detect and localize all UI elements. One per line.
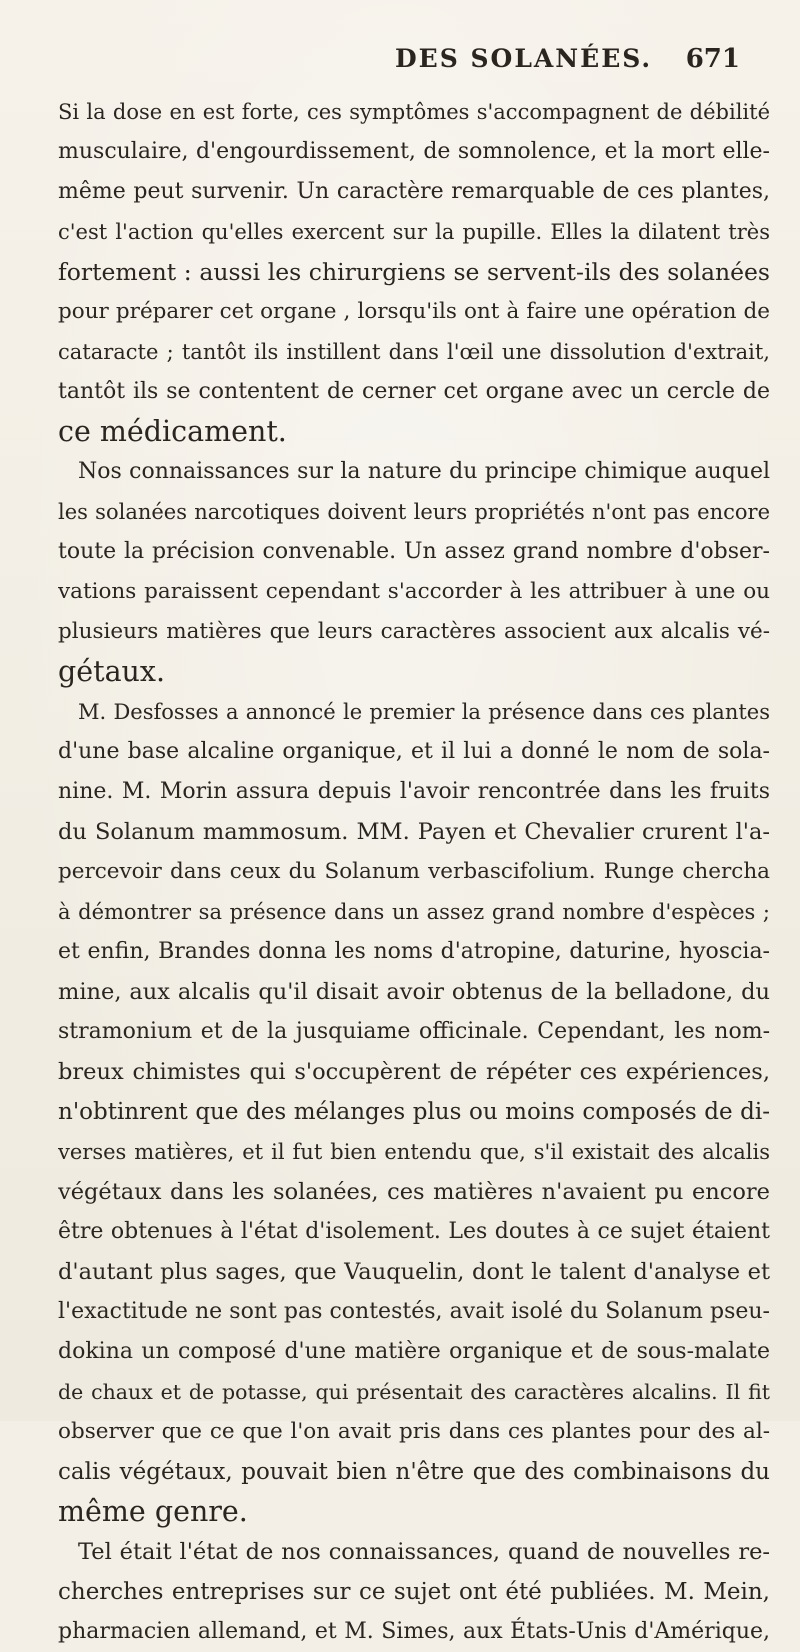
text-line: tantôt ils se contentent de cerner cet organe avec un cercle de: [58, 379, 770, 404]
text-line: cataracte ; tantôt ils instillent dans l'œil une dissolution d'extrait,: [58, 340, 770, 364]
paragraph: [58, 452, 770, 692]
text-line: de chaux et de potasse, qui présentait des caractères alcalins. Il fit: [58, 1380, 770, 1404]
text-line: dokina un composé d'une matière organique et de sous-malate: [58, 1339, 770, 1364]
text-line: stramonium et de la jusquiame officinale. Cependant, les nom-: [58, 1019, 770, 1044]
text-line: du Solanum mammosum. MM. Payen et Chevalier crurent l'a-: [58, 819, 770, 845]
paragraph: [58, 692, 770, 1532]
text-line: verses matières, et il fut bien entendu que, s'il existait des alcalis: [58, 1140, 770, 1164]
text-line: calis végétaux, pouvait bien n'être que des combinaisons du: [58, 1459, 770, 1485]
text-line: vations paraissent cependant s'accorder à les attribuer à une ou: [58, 579, 770, 604]
paragraph: [58, 1532, 770, 1652]
text-line: fortement : aussi les chirurgiens se servent-ils des solanées: [58, 258, 770, 286]
text-line: toute la précision convenable. Un assez grand nombre d'obser-: [58, 539, 770, 564]
text-line: ce médicament.: [58, 415, 287, 448]
text-line: Tel était l'état de nos connaissances, quand de nouvelles re-: [78, 1539, 770, 1565]
text-line: plusieurs matières que leurs caractères associent aux alcalis vé-: [58, 619, 770, 644]
running-title: DES SOLANÉES.: [395, 44, 653, 73]
text-line: même genre.: [58, 1495, 248, 1528]
text-line: nine. M. Morin assura depuis l'avoir rencontrée dans les fruits: [58, 779, 770, 804]
body-text: [58, 92, 770, 1652]
text-line: les solanées narcotiques doivent leurs propriétés n'ont pas encore: [58, 500, 770, 524]
text-line: Si la dose en est forte, ces symptômes s'accompagnent de débilité: [58, 100, 770, 124]
text-line: à démontrer sa présence dans un assez grand nombre d'espèces ;: [58, 900, 770, 924]
text-line: mine, aux alcalis qu'il disait avoir obtenus de la belladone, du: [58, 979, 770, 1005]
text-line: et enfin, Brandes donna les noms d'atropine, daturine, hyoscia-: [58, 939, 770, 964]
text-line: Nos connaissances sur la nature du principe chimique auquel: [78, 459, 770, 484]
text-line: l'exactitude ne sont pas contestés, avait isolé du Solanum pseu-: [58, 1299, 770, 1324]
text-line: végétaux dans les solanées, ces matières n'avaient pu encore: [58, 1179, 770, 1205]
paragraph: [58, 92, 770, 452]
text-line: musculaire, d'engourdissement, de somnolence, et la mort elle-: [58, 139, 770, 164]
text-line: pour préparer cet organe , lorsqu'ils ont à faire une opération de: [58, 299, 770, 324]
text-line: observer que ce que l'on avait pris dans ces plantes pour des al-: [58, 1419, 770, 1444]
text-line: d'une base alcaline organique, et il lui a donné le nom de sola-: [58, 739, 770, 764]
running-head: [60, 42, 760, 82]
text-line: même peut survenir. Un caractère remarquable de ces plantes,: [58, 179, 770, 204]
text-line: pharmacien allemand, et M. Simes, aux États-Unis d'Amérique,: [58, 1619, 770, 1644]
text-line: M. Desfosses a annoncé le premier la présence dans ces plantes: [78, 700, 770, 724]
text-line: percevoir dans ceux du Solanum verbascifolium. Runge chercha: [58, 859, 770, 884]
text-line: d'autant plus sages, que Vauquelin, dont le talent d'analyse et: [58, 1259, 770, 1285]
text-line: être obtenues à l'état d'isolement. Les doutes à ce sujet étaient: [58, 1219, 770, 1244]
text-line: n'obtinrent que des mélanges plus ou moins composés de di-: [58, 1099, 770, 1125]
text-line: breux chimistes qui s'occupèrent de répéter ces expériences,: [58, 1059, 770, 1085]
text-line: cherches entreprises sur ce sujet ont été publiées. M. Mein,: [58, 1579, 770, 1605]
text-line: c'est l'action qu'elles exercent sur la pupille. Elles la dilatent très: [58, 220, 770, 244]
text-line: gétaux.: [58, 655, 166, 688]
page-number: 671: [685, 44, 740, 74]
